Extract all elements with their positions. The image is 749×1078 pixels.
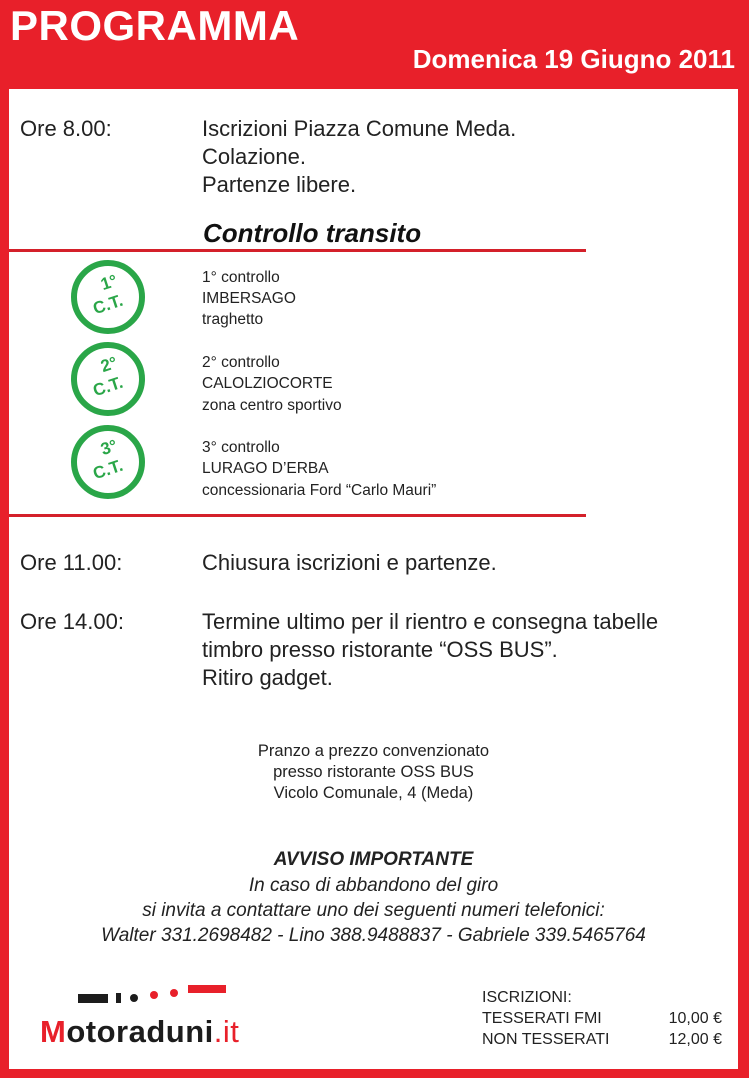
badge-number: 3° bbox=[98, 435, 120, 460]
schedule-line: Colazione. bbox=[202, 144, 306, 169]
checkpoint-3-badge-icon bbox=[71, 425, 145, 499]
avviso-line: si invita a contattare uno dei seguenti numeri telefonici: bbox=[142, 900, 605, 921]
schedule-line: timbro presso ristorante “OSS BUS”. bbox=[202, 637, 558, 662]
checkpoint-line: zona centro sportivo bbox=[202, 397, 342, 414]
checkpoint-line: IMBERSAGO bbox=[202, 290, 296, 307]
time-label: Ore 8.00: bbox=[20, 116, 112, 141]
schedule-line: Iscrizioni Piazza Comune Meda. bbox=[202, 116, 517, 141]
badge-abbr: C.T. bbox=[90, 455, 126, 484]
page-title: PROGRAMMA bbox=[10, 2, 300, 49]
fees-heading: ISCRIZIONI: bbox=[482, 989, 572, 1006]
fee-amount: 10,00 € bbox=[668, 1010, 722, 1027]
badge-number: 1° bbox=[98, 270, 120, 295]
logo-dots-icon bbox=[76, 984, 236, 1008]
avviso-line: Walter 331.2698482 - Lino 388.9488837 - Gabriele 339.5465764 bbox=[101, 925, 646, 946]
avviso-line: In caso di abbandono del giro bbox=[248, 875, 499, 896]
schedule-line: Partenze libere. bbox=[202, 172, 357, 197]
checkpoint-line: 2° controllo bbox=[202, 354, 280, 371]
divider-top bbox=[9, 249, 586, 252]
checkpoint-line: 3° controllo bbox=[202, 439, 280, 456]
badge-abbr: C.T. bbox=[90, 290, 126, 319]
checkpoint-line: LURAGO D’ERBA bbox=[202, 460, 329, 477]
schedule-line: Ritiro gadget. bbox=[202, 665, 333, 690]
badge-abbr: C.T. bbox=[90, 372, 126, 401]
checkpoint-line: concessionaria Ford “Carlo Mauri” bbox=[202, 482, 437, 499]
fee-row bbox=[482, 1008, 722, 1029]
avviso-heading: AVVISO IMPORTANTE bbox=[273, 849, 474, 870]
time-label: Ore 11.00: bbox=[20, 550, 123, 575]
checkpoint-2-badge-icon bbox=[71, 342, 145, 416]
lunch-line: Pranzo a prezzo convenzionato bbox=[257, 742, 490, 760]
lunch-line: presso ristorante OSS BUS bbox=[273, 763, 474, 781]
divider-bottom bbox=[9, 514, 586, 517]
checkpoint-line: 1° controllo bbox=[202, 269, 280, 286]
checkpoint-1-badge-icon bbox=[71, 260, 145, 334]
lunch-line: Vicolo Comunale, 4 (Meda) bbox=[273, 784, 474, 802]
fees-box bbox=[482, 987, 722, 1050]
fee-label: TESSERATI FMI bbox=[482, 1010, 602, 1027]
time-label: Ore 14.00: bbox=[20, 609, 124, 634]
checkpoint-line: CALOLZIOCORTE bbox=[202, 375, 333, 392]
controllo-heading: Controllo transito bbox=[203, 218, 422, 248]
checkpoint-line: traghetto bbox=[202, 311, 264, 328]
program-panel bbox=[9, 89, 738, 1069]
schedule-line: Chiusura iscrizioni e partenze. bbox=[202, 550, 497, 575]
event-date: Domenica 19 Giugno 2011 bbox=[412, 44, 735, 74]
fee-row bbox=[482, 1029, 722, 1050]
fee-amount: 12,00 € bbox=[668, 1031, 722, 1048]
motoraduni-logo bbox=[40, 984, 275, 1054]
badge-number: 2° bbox=[98, 352, 120, 377]
schedule-line: Termine ultimo per il rientro e consegna tabelle bbox=[202, 609, 659, 634]
logo-wordmark: Motoraduni.it bbox=[40, 1014, 240, 1049]
fee-label: NON TESSERATI bbox=[482, 1031, 610, 1048]
